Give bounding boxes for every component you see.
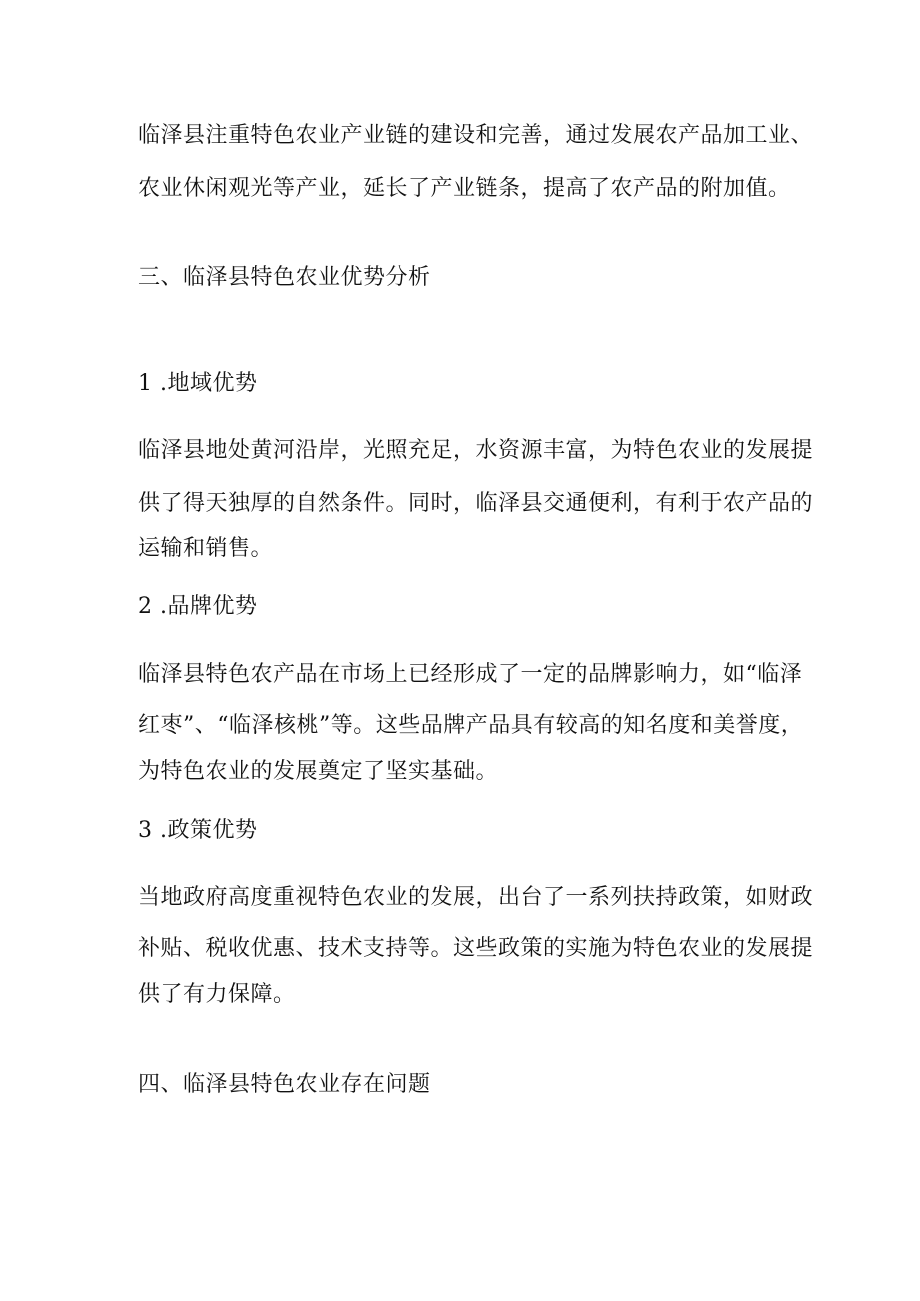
subsection-number: 2 [138,594,153,619]
section-heading: 三、临泽县特色农业优势分析 [138,265,431,290]
paragraph-line: 补贴、税收优惠、技术支持等。这些政策的实施为特色农业的发展提 [138,936,814,961]
subsection-title: .地域优势 [160,371,258,396]
paragraph-line: 供了得天独厚的自然条件。同时，临泽县交通便利，有利于农产品的 [138,491,814,516]
subsection-heading [138,592,258,622]
paragraph-line: 为特色农业的发展奠定了坚实基础。 [138,759,499,784]
subsection-number: 1 [138,371,153,396]
paragraph-line: 红枣”、“临泽核桃”等。这些品牌产品具有较高的知名度和美誉度， [138,713,804,738]
subsection-title: .政策优势 [160,818,258,843]
subsection-heading [138,369,258,399]
subsection-number: 3 [138,818,153,843]
paragraph-line: 临泽县注重特色农业产业链的建设和完善，通过发展农产品加工业、 [138,123,814,148]
paragraph-line: 运输和销售。 [138,536,274,561]
section-heading: 四、临泽县特色农业存在问题 [138,1072,431,1097]
paragraph-line: 农业休闲观光等产业，延长了产业链条，提高了农产品的附加值。 [138,176,791,201]
paragraph-line: 临泽县地处黄河沿岸，光照充足，水资源丰富，为特色农业的发展提 [138,438,814,463]
paragraph-line: 当地政府高度重视特色农业的发展，出台了一系列扶持政策，如财政 [138,885,814,910]
subsection-title: .品牌优势 [160,594,258,619]
paragraph-line: 临泽县特色农产品在市场上已经形成了一定的品牌影响力，如“临泽 [138,662,803,687]
paragraph-line: 供了有力保障。 [138,982,296,1007]
subsection-heading [138,816,258,846]
